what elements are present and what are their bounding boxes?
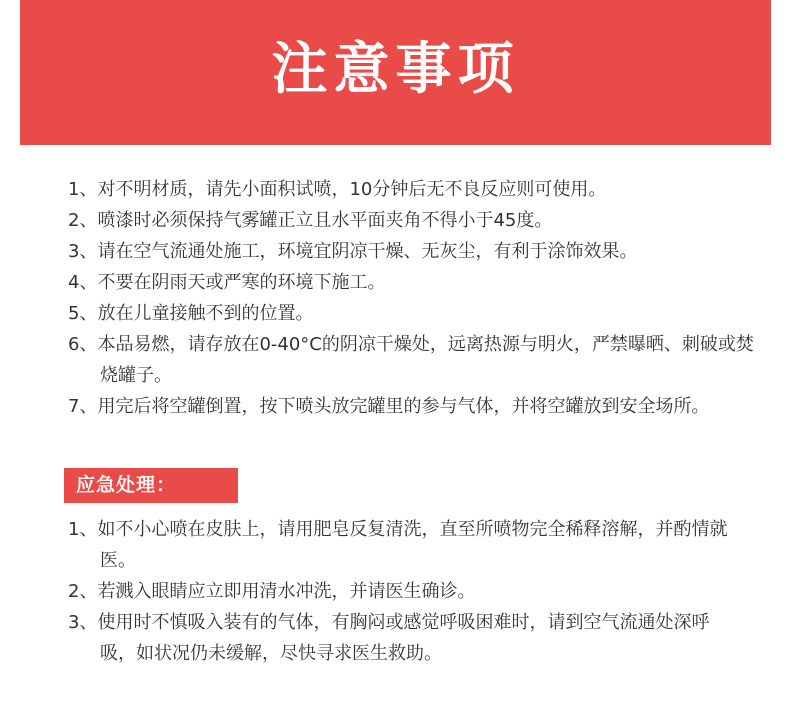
emergency-item-3: 3、使用时不慎吸入装有的气体，有胸闷或感觉呼吸困难时，请到空气流通处深呼吸，如状况仍未缓解，尽快寻求医生救助。	[68, 612, 710, 664]
note-item-1: 1、对不明材质，请先小面积试喷，10分钟后无不良反应则可使用。	[68, 179, 607, 200]
note-item-5: 5、放在儿童接触不到的位置。	[68, 303, 314, 324]
note-item-7: 7、用完后将空罐倒置，按下喷头放完罐里的参与气体，并将空罐放到安全场所。	[68, 396, 710, 417]
notes-list	[68, 174, 758, 422]
emergency-section-label: 应急处理：	[64, 468, 238, 503]
note-item-6: 6、本品易燃，请存放在0-40°C的阴凉干燥处，远离热源与明火，严禁曝晒、刺破或焚烧罐子。	[68, 334, 754, 386]
page-title: 注意事项	[271, 36, 520, 102]
emergency-list	[68, 514, 728, 669]
note-item-3: 3、请在空气流通处施工，环境宜阴凉干燥、无灰尘，有利于涂饰效果。	[68, 241, 638, 262]
note-item-4: 4、不要在阴雨天或严寒的环境下施工。	[68, 272, 386, 293]
emergency-item-2: 2、若溅入眼睛应立即用清水冲洗，并请医生确诊。	[68, 581, 476, 602]
header-banner	[20, 0, 771, 145]
emergency-item-1: 1、如不小心喷在皮肤上，请用肥皂反复清洗，直至所喷物完全稀释溶解，并酌情就医。	[68, 519, 728, 571]
note-item-2: 2、喷漆时必须保持气雾罐正立且水平面夹角不得小于45度。	[68, 210, 553, 231]
